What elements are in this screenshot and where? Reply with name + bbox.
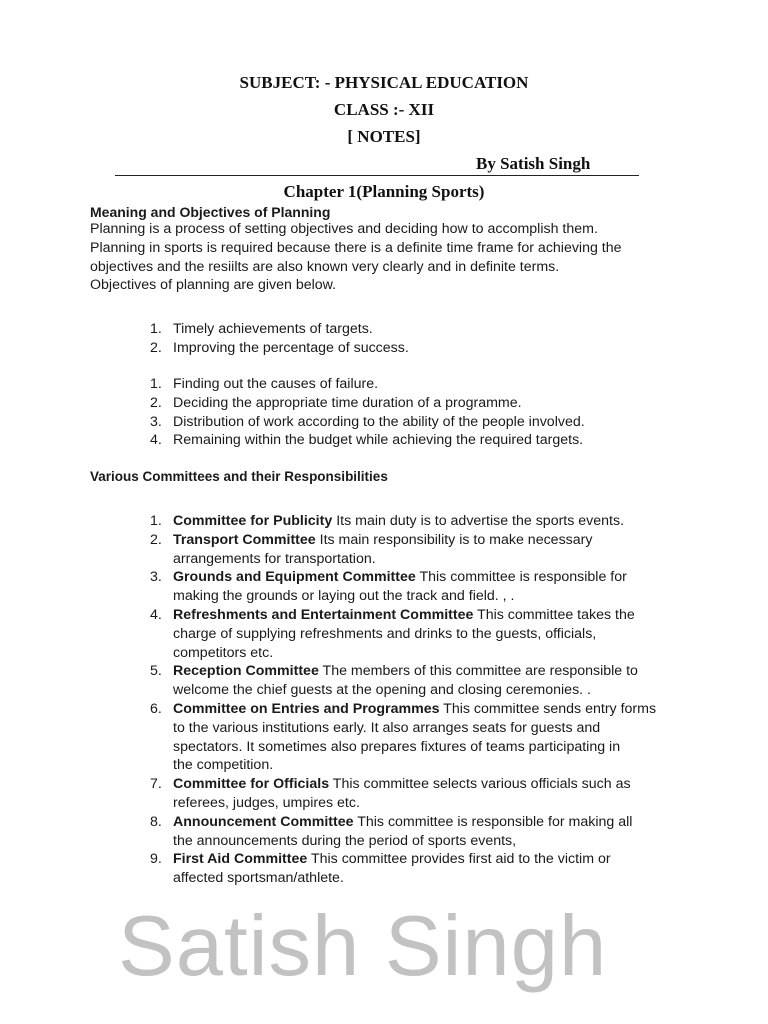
committee-item <box>90 512 690 531</box>
committee-title: Committee for Publicity <box>173 513 333 529</box>
subject-title: SUBJECT: - PHYSICAL EDUCATION <box>239 73 529 92</box>
list-number: 3. <box>150 569 162 586</box>
list-item <box>90 339 690 358</box>
section-heading-committees: Various Committees and their Responsibilities <box>90 469 388 484</box>
committee-item <box>90 606 690 662</box>
chapter-title: Chapter 1(Planning Sports) <box>283 182 485 201</box>
committee-title: Committee for Officials <box>173 776 330 793</box>
committee-title: Refreshments and Entertainment Committee <box>173 606 474 623</box>
objectives-list-b <box>90 375 690 450</box>
committee-description: Its main duty is to advertise the sports events. <box>336 513 625 529</box>
committee-description: spectators. It sometimes also prepares fixtures of teams participating in <box>173 738 621 755</box>
list-number: 2. <box>150 394 162 411</box>
committee-description: to the various institutions early. It also arranges seats for guests and <box>173 719 601 736</box>
list-text: Remaining within the budget while achieving the required targets. <box>173 432 584 449</box>
list-number: 6. <box>150 700 162 717</box>
committee-item <box>90 568 690 606</box>
committee-title: Transport Committee <box>173 531 316 548</box>
list-number: 4. <box>150 606 162 623</box>
list-text: Distribution of work according to the ability of the people involved. <box>173 413 585 430</box>
committees-list <box>90 512 690 888</box>
author-line: By Satish Singh <box>476 154 591 173</box>
class-title: CLASS :- XII <box>333 100 435 119</box>
list-item <box>90 375 690 394</box>
list-text: Finding out the causes of failure. <box>173 376 379 392</box>
committee-description: charge of supplying refreshments and drinks to the guests, officials, <box>173 625 597 642</box>
committee-title: Grounds and Equipment Committee <box>173 569 416 586</box>
list-item <box>90 320 690 339</box>
list-number: 8. <box>150 813 162 830</box>
committee-item <box>90 775 690 813</box>
objectives-list-a <box>90 320 690 358</box>
intro-paragraph <box>90 220 690 295</box>
committee-description: Its main responsibility is to make necessary <box>319 531 593 548</box>
list-item <box>90 394 690 413</box>
committee-description: competitors etc. <box>173 644 274 661</box>
committee-description: This committee sends entry forms <box>443 700 657 717</box>
section-heading-planning: Meaning and Objectives of Planning <box>90 204 331 220</box>
committee-description: This committee selects various officials such as <box>332 776 631 793</box>
list-number: 5. <box>150 663 162 680</box>
committee-description: welcome the chief guests at the opening and closing ceremonies. . <box>173 682 591 699</box>
committee-item <box>90 531 690 569</box>
committee-description: arrangements for transportation. <box>173 550 376 567</box>
watermark: Satish Singh <box>118 899 608 994</box>
intro-line: objectives and the resiilts are also known very clearly and in definite terms. <box>90 258 560 275</box>
list-number: 1. <box>150 321 162 337</box>
list-item <box>90 431 690 450</box>
list-number: 1. <box>150 513 162 529</box>
list-number: 2. <box>150 531 162 548</box>
list-number: 3. <box>150 413 162 430</box>
intro-line: Planning in sports is required because there is a definite time frame for achieving the <box>90 239 622 256</box>
list-number: 4. <box>150 432 162 449</box>
committee-item <box>90 813 690 851</box>
committee-description: affected sportsman/athlete. <box>173 870 344 887</box>
committee-description: the announcements during the period of sports events, <box>173 832 517 849</box>
list-text: Deciding the appropriate time duration of a programme. <box>173 394 522 411</box>
committee-description: This committee takes the <box>477 606 635 623</box>
list-number: 2. <box>150 339 162 356</box>
intro-line: Objectives of planning are given below. <box>90 277 337 294</box>
committee-description: referees, judges, umpires etc. <box>173 794 360 811</box>
header-divider <box>115 175 639 176</box>
committee-title: Reception Committee <box>173 663 319 680</box>
committee-description: The members of this committee are responsible to <box>322 663 638 680</box>
committee-title: First Aid Committee <box>173 851 308 868</box>
committee-description: making the grounds or laying out the track and field. , . <box>173 588 515 605</box>
list-text: Timely achievements of targets. <box>173 321 373 337</box>
committee-title: Committee on Entries and Programmes <box>173 700 440 717</box>
committee-description: This committee is responsible for making all <box>357 813 633 830</box>
committee-description: This committee is responsible for <box>419 569 627 586</box>
intro-line: Planning is a process of setting objectives and deciding how to accomplish them. <box>90 221 598 237</box>
committee-title: Announcement Committee <box>173 813 354 830</box>
list-item <box>90 413 690 432</box>
committee-item <box>90 700 690 775</box>
committee-item <box>90 850 690 888</box>
list-number: 7. <box>150 776 162 793</box>
list-number: 9. <box>150 851 162 868</box>
notes-title: [ NOTES] <box>347 127 421 146</box>
committee-description: This committee provides first aid to the victim or <box>310 851 611 868</box>
list-text: Improving the percentage of success. <box>173 339 409 356</box>
list-number: 1. <box>150 376 162 392</box>
committee-description: the competition. <box>173 757 274 774</box>
committee-item <box>90 662 690 700</box>
